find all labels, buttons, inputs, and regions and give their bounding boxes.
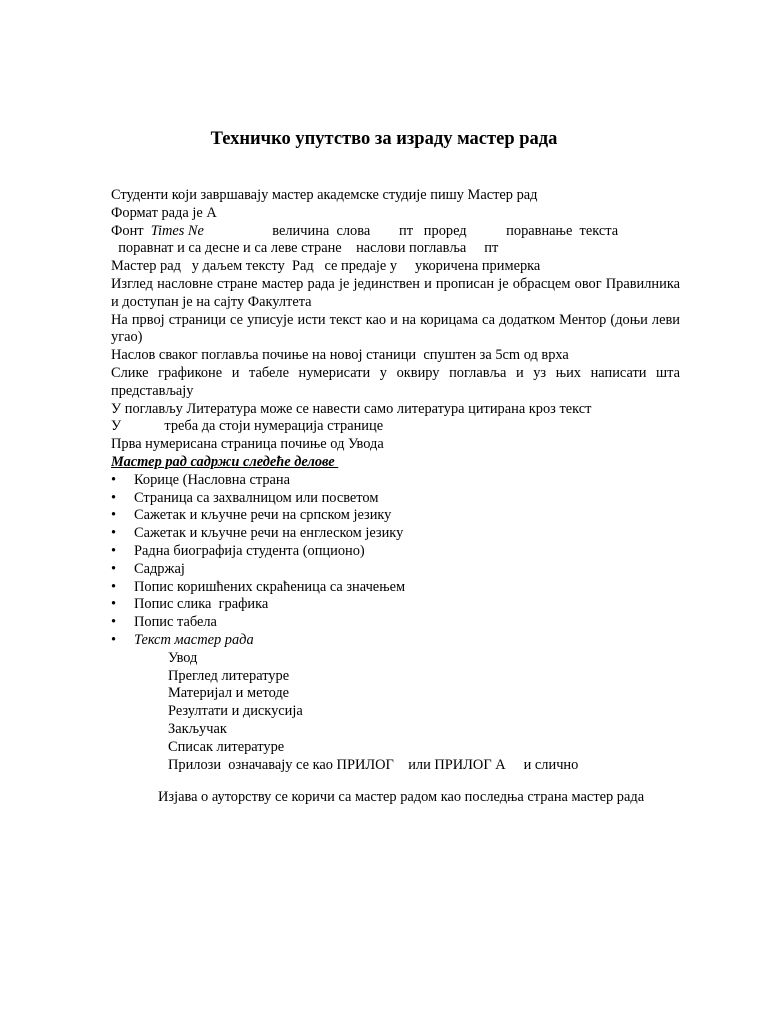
bullet-icon: • [111, 471, 117, 488]
paragraph-first-page: На првој страници се уписује исти текст као и на корицама са додатком Ментор (доњи леви угао) [111, 311, 680, 346]
paragraph-submission: Мастер рад у даљем тексту Рад се предаје у укоричена примерка [111, 258, 541, 275]
document-body [111, 187, 680, 821]
contents-list [111, 472, 680, 650]
bullet-icon: • [111, 525, 117, 542]
list-item: • Радна биографија студента (опционо) [111, 542, 365, 559]
list-item: • Попис слика графика [111, 596, 269, 613]
section-title: Мастер рад садржи следеће делове [111, 453, 339, 470]
bullet-icon: • [111, 578, 117, 595]
sub-item: Прилози означавају се као ПРИЛОГ или ПРИЛОГ А и слично [168, 756, 579, 773]
font-specs: величина слова пт проред поравнање текста [203, 222, 619, 239]
thesis-sections [111, 650, 680, 775]
paragraph-alignment: поравнат и са десне и са леве стране наслови поглавља пт [111, 240, 499, 257]
list-item: • Сажетак и кључне речи на српском језику [111, 507, 392, 524]
bullet-icon: • [111, 614, 117, 631]
sub-item: Списак литературе [168, 738, 285, 755]
document-title: Техничко упутство за израду мастер рада [210, 129, 558, 149]
paragraph-cover-layout: Изглед насловне стране мастер рада је јединствен и прописан је обрасцем овог Правилника и доступан је на сајту Факултета [111, 275, 680, 310]
sub-item: Преглед литературе [168, 667, 290, 684]
paragraph-students: Студенти који завршавају мастер академске студије пишу Мастер рад [111, 187, 538, 203]
paragraph-chapter-start: Наслов сваког поглавља почиње на новој станици спуштен за 5cm од врха [111, 347, 569, 364]
list-item: • Корице (Насловна страна [111, 471, 290, 488]
bullet-icon: • [111, 542, 117, 559]
sub-item: Материјал и методе [168, 685, 290, 702]
sub-item: Увод [168, 649, 198, 666]
sub-item: Резултати и дискусија [168, 703, 303, 720]
bullet-icon: • [111, 507, 117, 524]
list-item: • Страница са захвалницом или посветом [111, 489, 379, 506]
bullet-icon: • [111, 596, 117, 613]
paragraph-font [111, 223, 680, 241]
list-item: • Попис табела [111, 614, 217, 631]
sub-item: Закључак [168, 720, 227, 737]
bullet-icon: • [111, 631, 117, 648]
font-name: Times Ne [150, 222, 204, 239]
list-item: • Попис коришћених скраћеница са значењем [111, 578, 406, 595]
list-item: • Садржај [111, 560, 185, 577]
paragraph-numbering: У треба да стоји нумерација странице [111, 418, 384, 435]
bullet-icon: • [111, 560, 117, 577]
bullet-icon: • [111, 489, 117, 506]
declaration-paragraph: Изјава о ауторству се коричи са мастер радом као последња страна мастер рада [158, 788, 645, 805]
paragraph-first-numbered: Прва нумерисана страница почиње од Увода [111, 436, 384, 453]
paragraph-literature: У поглављу Литература може се навести само литература цитирана кроз текст [111, 400, 592, 417]
paragraph-figures: Слике графиконе и табеле нумерисати у оквиру поглавља и уз њих написати шта представљају [111, 364, 680, 399]
list-item-thesis-text: • Текст мастер рада [111, 631, 254, 648]
list-item: • Сажетак и кључне речи на енглеском језику [111, 525, 404, 542]
paragraph-format: Формат рада је А [111, 204, 217, 221]
font-label: Фонт [111, 222, 151, 239]
